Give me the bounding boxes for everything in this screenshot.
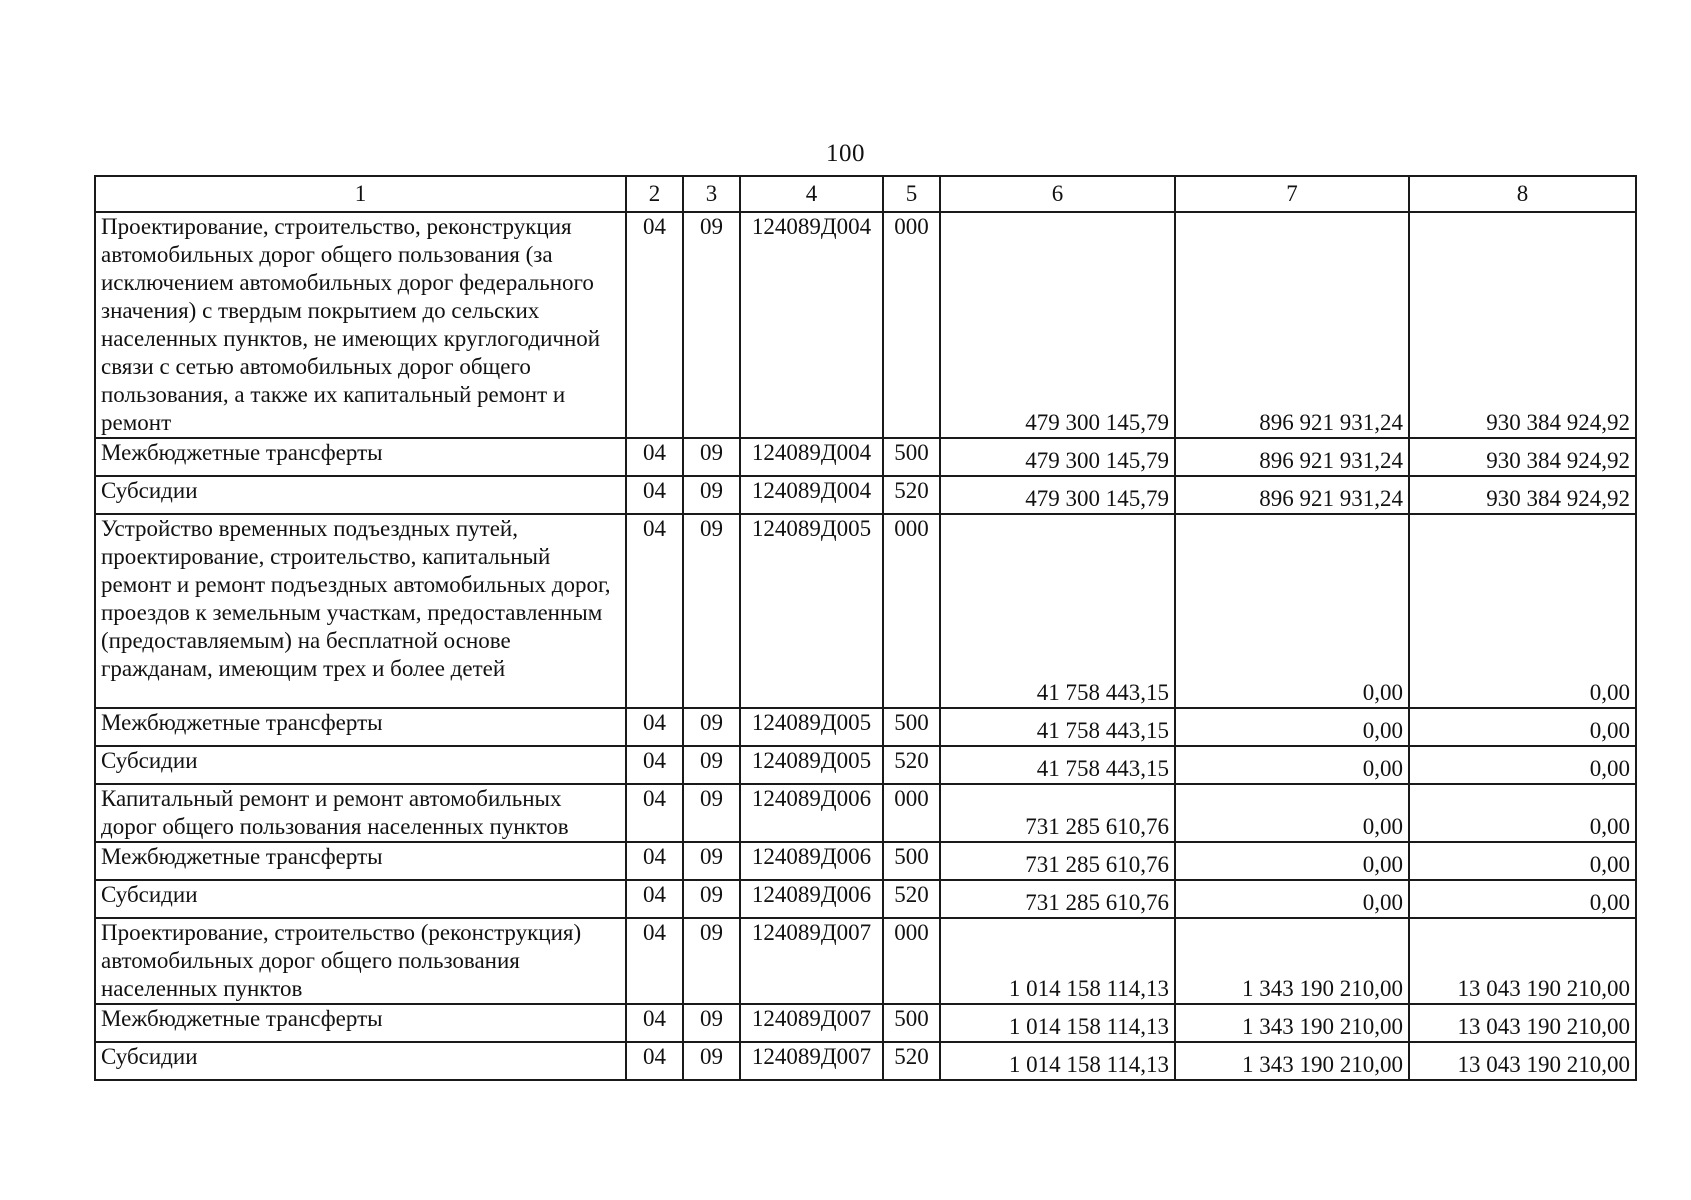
amount-col7-cell: 0,00	[1175, 784, 1409, 842]
expense-type-cell: 000	[883, 212, 940, 438]
subsection-code-cell: 09	[683, 1042, 740, 1080]
amount-col7-cell: 0,00	[1175, 880, 1409, 918]
subsection-code-cell: 09	[683, 880, 740, 918]
target-article-cell: 124089Д005	[740, 708, 883, 746]
target-article-cell: 124089Д006	[740, 842, 883, 880]
amount-col7-cell: 896 921 931,24	[1175, 476, 1409, 514]
amount-col7-cell: 1 343 190 210,00	[1175, 1042, 1409, 1080]
amount-col6-cell: 41 758 443,15	[940, 514, 1175, 708]
expense-type-cell: 500	[883, 438, 940, 476]
expense-type-cell: 500	[883, 708, 940, 746]
expense-name-cell: Проектирование, строительство (реконструкция) автомобильных дорог общего пользования населенных пунктов	[95, 918, 626, 1004]
column-header: 4	[740, 176, 883, 212]
amount-col7-cell: 0,00	[1175, 514, 1409, 708]
expense-name-cell: Капитальный ремонт и ремонт автомобильных дорог общего пользования населенных пунктов	[95, 784, 626, 842]
amount-col8-cell: 930 384 924,92	[1409, 476, 1636, 514]
section-code-cell: 04	[626, 918, 683, 1004]
section-code-cell: 04	[626, 784, 683, 842]
expense-name-cell: Устройство временных подъездных путей, проектирование, строительство, капитальный ремонт и ремонт подъездных автомобильных дорог, проездов к земельным участкам, предоставленным (предоставляемым) на бесплатной основе гражданам, имеющим трех и более детей	[95, 514, 626, 708]
expense-name-cell: Межбюджетные трансферты	[95, 438, 626, 476]
section-code-cell: 04	[626, 746, 683, 784]
amount-col8-cell: 930 384 924,92	[1409, 212, 1636, 438]
amount-col8-cell: 0,00	[1409, 708, 1636, 746]
expense-name-cell: Межбюджетные трансферты	[95, 1004, 626, 1042]
expense-type-cell: 520	[883, 746, 940, 784]
amount-col6-cell: 1 014 158 114,13	[940, 918, 1175, 1004]
amount-col7-cell: 0,00	[1175, 746, 1409, 784]
table-row	[95, 212, 1636, 438]
table-header-row	[95, 176, 1636, 212]
column-header: 3	[683, 176, 740, 212]
target-article-cell: 124089Д005	[740, 514, 883, 708]
expense-type-cell: 000	[883, 918, 940, 1004]
column-header: 8	[1409, 176, 1636, 212]
section-code-cell: 04	[626, 1004, 683, 1042]
table-row	[95, 438, 1636, 476]
column-header: 1	[95, 176, 626, 212]
table-row	[95, 708, 1636, 746]
target-article-cell: 124089Д004	[740, 212, 883, 438]
amount-col7-cell: 0,00	[1175, 842, 1409, 880]
subsection-code-cell: 09	[683, 784, 740, 842]
amount-col6-cell: 731 285 610,76	[940, 784, 1175, 842]
budget-table	[94, 175, 1637, 1081]
subsection-code-cell: 09	[683, 842, 740, 880]
table-row	[95, 918, 1636, 1004]
amount-col7-cell: 0,00	[1175, 708, 1409, 746]
target-article-cell: 124089Д006	[740, 784, 883, 842]
table-row	[95, 880, 1636, 918]
page-number: 100	[826, 140, 865, 167]
expense-type-cell: 000	[883, 784, 940, 842]
section-code-cell: 04	[626, 476, 683, 514]
table-row	[95, 476, 1636, 514]
expense-type-cell: 520	[883, 476, 940, 514]
target-article-cell: 124089Д005	[740, 746, 883, 784]
amount-col8-cell: 0,00	[1409, 842, 1636, 880]
target-article-cell: 124089Д007	[740, 918, 883, 1004]
amount-col6-cell: 731 285 610,76	[940, 842, 1175, 880]
section-code-cell: 04	[626, 212, 683, 438]
amount-col7-cell: 1 343 190 210,00	[1175, 918, 1409, 1004]
section-code-cell: 04	[626, 438, 683, 476]
expense-type-cell: 000	[883, 514, 940, 708]
amount-col6-cell: 1 014 158 114,13	[940, 1004, 1175, 1042]
subsection-code-cell: 09	[683, 476, 740, 514]
target-article-cell: 124089Д004	[740, 476, 883, 514]
table-row	[95, 746, 1636, 784]
expense-name-cell: Межбюджетные трансферты	[95, 842, 626, 880]
subsection-code-cell: 09	[683, 1004, 740, 1042]
expense-name-cell: Субсидии	[95, 1042, 626, 1080]
subsection-code-cell: 09	[683, 746, 740, 784]
amount-col8-cell: 13 043 190 210,00	[1409, 1042, 1636, 1080]
subsection-code-cell: 09	[683, 438, 740, 476]
table-row	[95, 514, 1636, 708]
expense-type-cell: 500	[883, 1004, 940, 1042]
section-code-cell: 04	[626, 1042, 683, 1080]
expense-name-cell: Субсидии	[95, 746, 626, 784]
expense-type-cell: 500	[883, 842, 940, 880]
amount-col6-cell: 1 014 158 114,13	[940, 1042, 1175, 1080]
amount-col8-cell: 0,00	[1409, 746, 1636, 784]
expense-name-cell: Субсидии	[95, 476, 626, 514]
amount-col6-cell: 41 758 443,15	[940, 746, 1175, 784]
table-row	[95, 842, 1636, 880]
amount-col7-cell: 896 921 931,24	[1175, 212, 1409, 438]
amount-col7-cell: 1 343 190 210,00	[1175, 1004, 1409, 1042]
section-code-cell: 04	[626, 880, 683, 918]
subsection-code-cell: 09	[683, 918, 740, 1004]
target-article-cell: 124089Д006	[740, 880, 883, 918]
expense-name-cell: Субсидии	[95, 880, 626, 918]
column-header: 2	[626, 176, 683, 212]
amount-col8-cell: 0,00	[1409, 514, 1636, 708]
target-article-cell: 124089Д007	[740, 1004, 883, 1042]
section-code-cell: 04	[626, 514, 683, 708]
column-header: 6	[940, 176, 1175, 212]
table-row	[95, 784, 1636, 842]
amount-col8-cell: 0,00	[1409, 880, 1636, 918]
column-header: 7	[1175, 176, 1409, 212]
subsection-code-cell: 09	[683, 708, 740, 746]
section-code-cell: 04	[626, 708, 683, 746]
expense-name-cell: Межбюджетные трансферты	[95, 708, 626, 746]
target-article-cell: 124089Д007	[740, 1042, 883, 1080]
amount-col6-cell: 41 758 443,15	[940, 708, 1175, 746]
amount-col8-cell: 13 043 190 210,00	[1409, 1004, 1636, 1042]
amount-col6-cell: 479 300 145,79	[940, 212, 1175, 438]
amount-col6-cell: 479 300 145,79	[940, 438, 1175, 476]
amount-col7-cell: 896 921 931,24	[1175, 438, 1409, 476]
expense-type-cell: 520	[883, 1042, 940, 1080]
subsection-code-cell: 09	[683, 514, 740, 708]
expense-name-cell: Проектирование, строительство, реконструкция автомобильных дорог общего пользования (за исключением автомобильных дорог федерального значения) с твердым покрытием до сельских населенных пунктов, не имеющих круглогодичной связи с сетью автомобильных дорог общего пользования, а также их капитальный ремонт и ремонт	[95, 212, 626, 438]
amount-col6-cell: 479 300 145,79	[940, 476, 1175, 514]
section-code-cell: 04	[626, 842, 683, 880]
table-row	[95, 1042, 1636, 1080]
subsection-code-cell: 09	[683, 212, 740, 438]
table-row	[95, 1004, 1636, 1042]
amount-col8-cell: 930 384 924,92	[1409, 438, 1636, 476]
amount-col8-cell: 13 043 190 210,00	[1409, 918, 1636, 1004]
target-article-cell: 124089Д004	[740, 438, 883, 476]
amount-col6-cell: 731 285 610,76	[940, 880, 1175, 918]
expense-type-cell: 520	[883, 880, 940, 918]
amount-col8-cell: 0,00	[1409, 784, 1636, 842]
column-header: 5	[883, 176, 940, 212]
